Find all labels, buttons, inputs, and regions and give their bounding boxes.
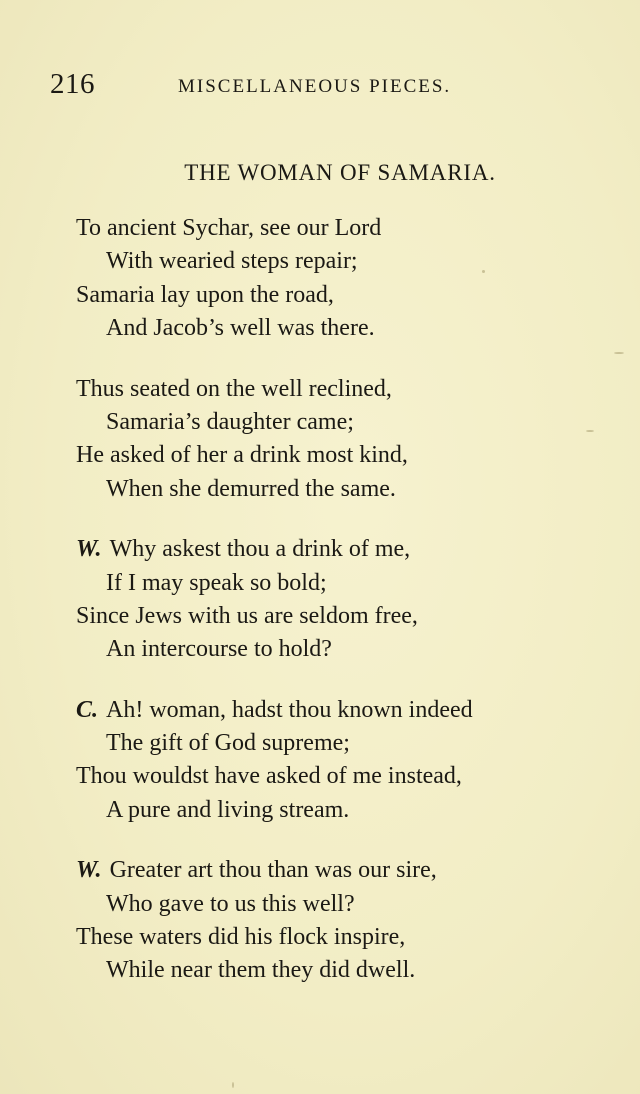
running-title: MISCELLANEOUS PIECES.: [178, 76, 452, 97]
paper-speck: [482, 270, 485, 273]
stanza: [76, 694, 616, 828]
verse-line: Thou wouldst have asked of me instead,: [76, 763, 462, 790]
stanza: [76, 533, 616, 667]
speaker-label: C.: [76, 696, 99, 723]
verse-line: While near them they did dwell.: [106, 957, 416, 984]
verse-line: The gift of God supreme;: [106, 730, 350, 757]
verse-line: And Jacob’s well was there.: [106, 315, 375, 342]
verse-line: Samaria’s daughter came;: [106, 408, 354, 435]
verse-line: With wearied steps repair;: [106, 248, 358, 275]
speaker-label: W.: [76, 536, 102, 563]
stanza: [76, 212, 616, 346]
verse-line: To ancient Sychar, see our Lord: [76, 215, 382, 241]
verse-line: Who gave to us this well?: [106, 890, 355, 917]
paper-speck: [586, 430, 594, 432]
poem-title: THE WOMAN OF SAMARIA.: [184, 160, 496, 185]
paper-speck: [614, 352, 624, 354]
verse-line: If I may speak so bold;: [106, 569, 327, 596]
stanza: [76, 854, 616, 988]
poem-body: [76, 212, 616, 1015]
verse-line: A pure and living stream.: [106, 796, 350, 823]
stanza: [76, 373, 616, 507]
page-number: 216: [50, 68, 95, 100]
verse-line: He asked of her a drink most kind,: [76, 442, 408, 469]
verse-line: These waters did his flock inspire,: [76, 924, 406, 951]
verse-line: An intercourse to hold?: [106, 636, 332, 663]
verse-line: When she demurred the same.: [106, 475, 396, 502]
paper-speck: [232, 1082, 234, 1088]
verse-line: Thus seated on the well reclined,: [76, 375, 392, 402]
speaker-label: W.: [76, 857, 102, 884]
verse-line: W. Why askest thou a drink of me,: [76, 536, 411, 563]
running-head: [50, 68, 520, 104]
verse-line: W. Greater art thou than was our sire,: [76, 857, 437, 884]
verse-line: Since Jews with us are seldom free,: [76, 602, 418, 629]
verse-line: Samaria lay upon the road,: [76, 281, 334, 308]
verse-line: C. Ah! woman, hadst thou known indeed: [76, 696, 473, 723]
